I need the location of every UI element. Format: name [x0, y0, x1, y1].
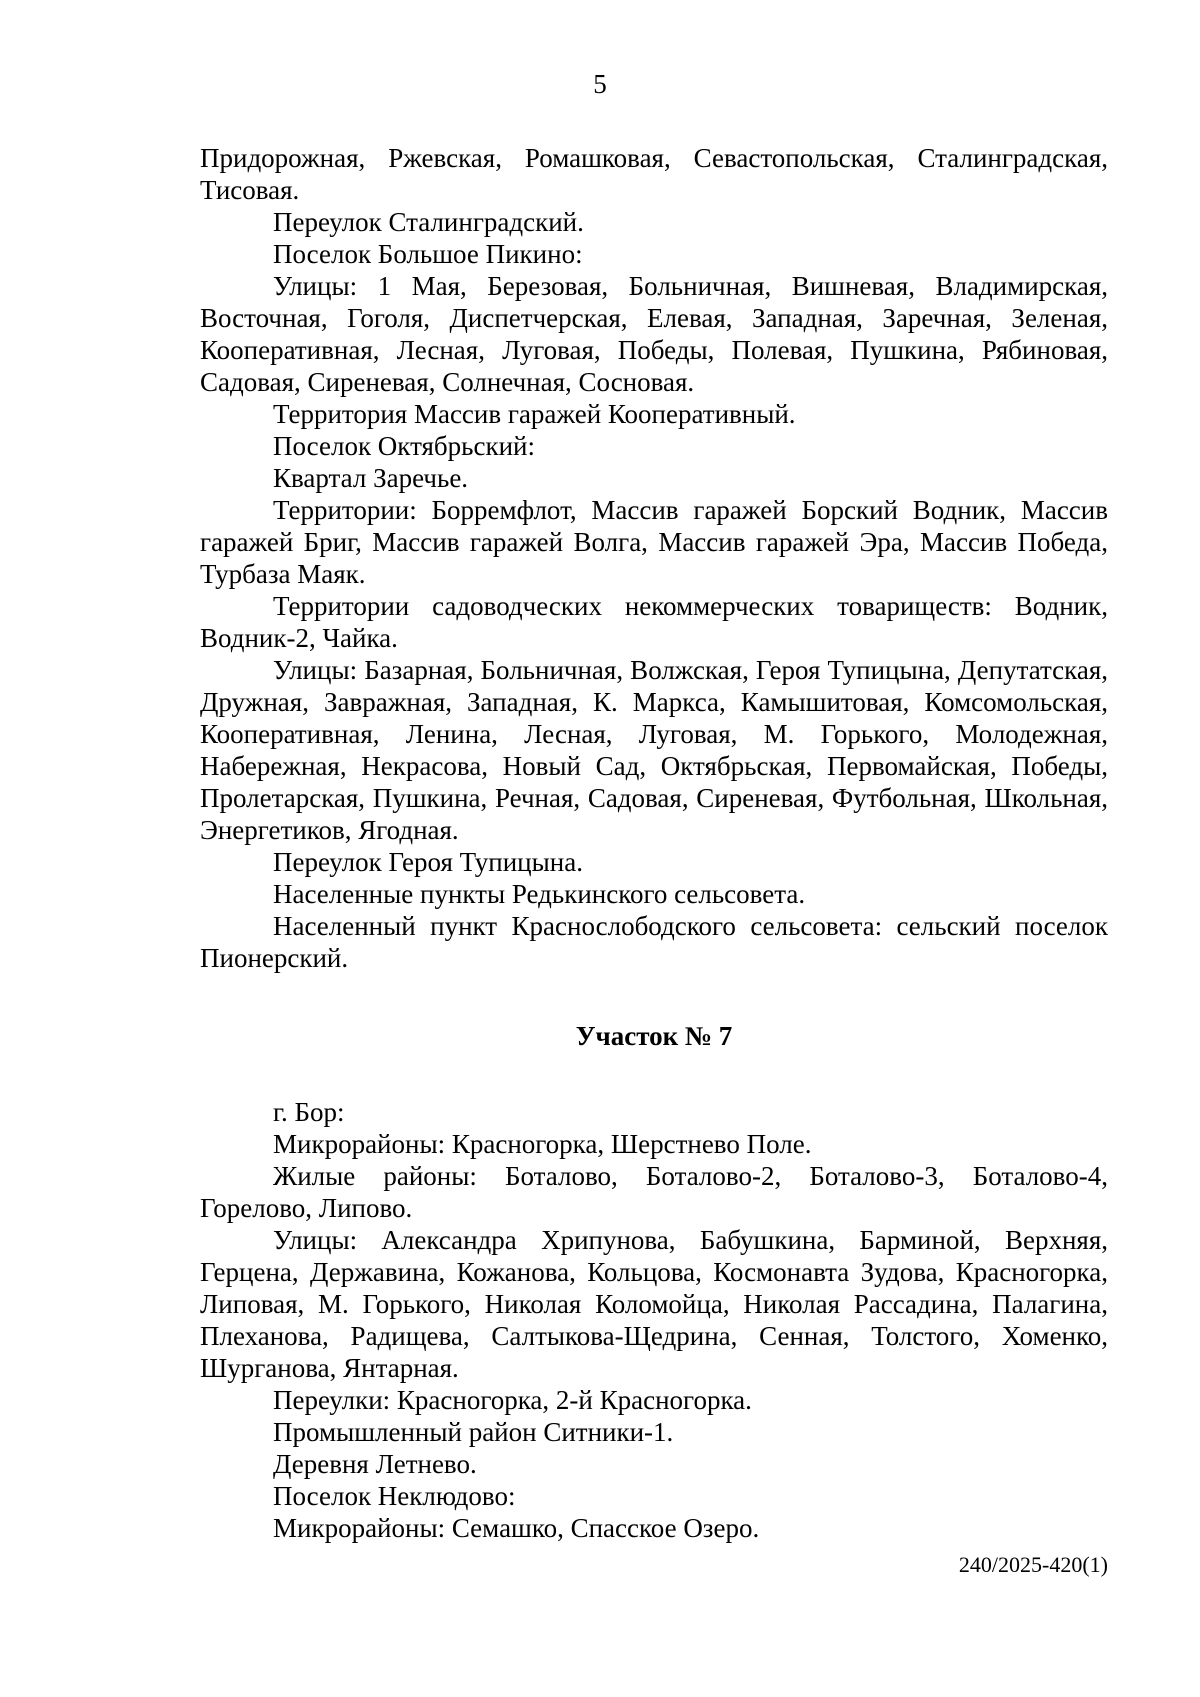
paragraph: Промышленный район Ситники-1.	[273, 1417, 674, 1447]
paragraph: Придорожная, Ржевская, Ромашковая, Севастопольская, Сталинградская, Тисовая.	[200, 143, 1108, 205]
document-number: 240/2025-420(1)	[958, 1552, 1108, 1577]
paragraph: Переулки: Красногорка, 2-й Красногорка.	[273, 1385, 752, 1415]
paragraph: Квартал Заречье.	[273, 463, 469, 493]
document-body	[200, 142, 1108, 1544]
paragraph: Поселок Неклюдово:	[273, 1481, 516, 1511]
paragraph: г. Бор:	[273, 1097, 345, 1127]
section-heading: Участок № 7	[575, 1021, 733, 1051]
paragraph: Поселок Большое Пикино:	[273, 239, 583, 269]
paragraph: Улицы: 1 Мая, Березовая, Больничная, Вишневая, Владимирская, Восточная, Гоголя, Диспетчерская, Елевая, Западная, Заречная, Зеленая, Кооперативная, Лесная, Луговая, Победы, Полевая, Пушкина, Рябиновая, Садовая, Сиреневая, Солнечная, Сосновая.	[200, 271, 1108, 397]
paragraph: Переулок Сталинградский.	[273, 207, 584, 237]
paragraph: Микрорайоны: Красногорка, Шерстнево Поле.	[273, 1129, 812, 1159]
paragraph: Переулок Героя Тупицына.	[273, 847, 583, 877]
section-7	[200, 1096, 1108, 1544]
paragraph: Деревня Летнево.	[273, 1449, 477, 1479]
paragraph: Жилые районы: Боталово, Боталово-2, Боталово-3, Боталово-4, Горелово, Липово.	[200, 1161, 1108, 1223]
paragraph: Населенный пункт Краснослободского сельсовета: сельский поселок Пионерский.	[200, 911, 1108, 973]
paragraph: Территория Массив гаражей Кооперативный.	[273, 399, 796, 429]
section-continuation	[200, 142, 1108, 974]
paragraph: Улицы: Александра Хрипунова, Бабушкина, Барминой, Верхняя, Герцена, Державина, Кожанова, Кольцова, Космонавта Зудова, Красногорка, Липовая, М. Горького, Николая Коломойца, Николая Рассадина, Палагина, Плеханова, Радищева, Салтыкова-Щедрина, Сенная, Толстого, Хоменко, Шурганова, Янтарная.	[200, 1225, 1108, 1383]
paragraph: Микрорайоны: Семашко, Спасское Озеро.	[273, 1513, 760, 1543]
paragraph: Населенные пункты Редькинского сельсовета.	[273, 879, 806, 909]
paragraph: Территории: Борремфлот, Массив гаражей Борский Водник, Массив гаражей Бриг, Массив гаражей Волга, Массив гаражей Эра, Массив Победа, Турбаза Маяк.	[200, 495, 1108, 589]
paragraph: Улицы: Базарная, Больничная, Волжская, Героя Тупицына, Депутатская, Дружная, Завражная, Западная, К. Маркса, Камышитовая, Комсомольская, Кооперативная, Ленина, Лесная, Луговая, М. Горького, Молодежная, Набережная, Некрасова, Новый Сад, Октябрьская, Первомайская, Победы, Пролетарская, Пушкина, Речная, Садовая, Сиреневая, Футбольная, Школьная, Энергетиков, Ягодная.	[200, 655, 1108, 845]
paragraph: Поселок Октябрьский:	[273, 431, 535, 461]
page-number: 5	[593, 69, 607, 99]
paragraph: Территории садоводческих некоммерческих товариществ: Водник, Водник-2, Чайка.	[200, 591, 1108, 653]
